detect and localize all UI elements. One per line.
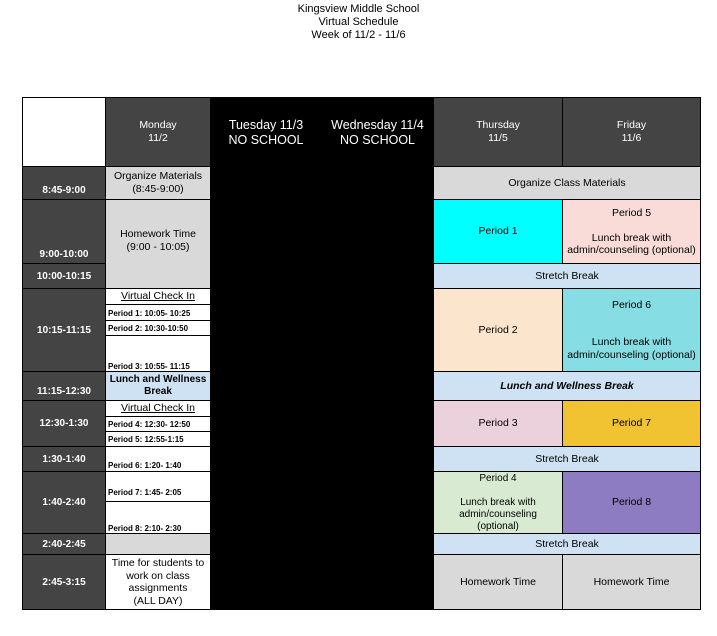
day-header-wednesday: Wednesday 11/4 NO SCHOOL	[321, 97, 434, 610]
organize-class-materials: Organize Class Materials	[433, 166, 701, 200]
friday-period-5: Period 5 Lunch break with admin/counseling (optional)	[562, 199, 701, 264]
monday-homework-time: Homework Time (9:00 - 10:05)	[105, 199, 211, 289]
day-header-tuesday: Tuesday 11/3 NO SCHOOL	[210, 97, 322, 610]
schedule-week: Week of 11/2 - 11/6	[311, 29, 406, 41]
corner-cell	[22, 97, 106, 167]
thursday-homework-time: Homework Time	[433, 554, 563, 610]
day-header-monday: Monday 11/2	[105, 97, 211, 167]
monday-period-2: Period 2: 10:30-10:50	[108, 324, 189, 333]
time-slot: 1:30-1:40	[22, 446, 106, 472]
thursday-period-3: Period 3	[433, 400, 563, 447]
monday-period-4: Period 4: 12:30- 12:50	[108, 420, 191, 429]
time-slot: 2:45-3:15	[22, 554, 106, 610]
divider	[106, 320, 210, 321]
virtual-check-in-label: Virtual Check In	[121, 402, 195, 414]
friday-period-7: Period 7	[562, 400, 701, 447]
monday-check-in-block-2	[105, 400, 211, 447]
time-slot: 10:15-11:15	[22, 288, 106, 372]
friday-period-8: Period 8	[562, 471, 701, 534]
thursday-period-4: Period 4 Lunch break with admin/counseling (optional)	[433, 471, 563, 534]
divider	[106, 304, 210, 305]
time-slot: 10:00-10:15	[22, 263, 106, 289]
monday-check-in-block-1	[105, 288, 211, 372]
monday-period-7: Period 7: 1:45- 2:05	[108, 488, 182, 497]
monday-period-1: Period 1: 10:05- 10:25	[108, 309, 191, 318]
friday-period-6: Period 6 Lunch break with admin/counseling (optional)	[562, 288, 701, 372]
monday-period-8: Period 8: 2:10- 2:30	[108, 524, 182, 533]
stretch-break: Stretch Break	[433, 533, 701, 555]
divider	[106, 501, 210, 502]
time-slot: 9:00-10:00	[22, 199, 106, 264]
stretch-break: Stretch Break	[433, 263, 701, 289]
schedule-title: Virtual Schedule	[318, 16, 399, 28]
monday-organize-materials: Organize Materials (8:45-9:00)	[105, 166, 211, 200]
monday-period-6: Period 6: 1:20- 1:40	[108, 461, 182, 470]
monday-period-3: Period 3: 10:55- 11:15	[108, 362, 190, 371]
stretch-break: Stretch Break	[433, 446, 701, 472]
day-header-friday: Friday 11/6	[562, 97, 701, 167]
divider	[106, 335, 210, 336]
monday-period-7-8-block	[105, 471, 211, 534]
school-name: Kingsview Middle School	[297, 3, 420, 15]
friday-homework-time: Homework Time	[562, 554, 701, 610]
monday-gap	[105, 533, 211, 555]
thursday-period-2: Period 2	[433, 288, 563, 372]
monday-student-work-time: Time for students to work on class assignments (ALL DAY)	[105, 554, 211, 610]
time-slot: 11:15-12:30	[22, 371, 106, 401]
day-header-thursday: Thursday 11/5	[433, 97, 563, 167]
virtual-check-in-label: Virtual Check In	[121, 290, 195, 302]
thursday-period-1: Period 1	[433, 199, 563, 264]
divider	[106, 431, 210, 432]
time-slot: 1:40-2:40	[22, 471, 106, 534]
time-slot: 2:40-2:45	[22, 533, 106, 555]
divider	[106, 416, 210, 417]
time-slot: 12:30-1:30	[22, 400, 106, 447]
monday-period-6-block	[105, 446, 211, 472]
time-slot: 8:45-9:00	[22, 166, 106, 200]
lunch-wellness-break: Lunch and Wellness Break	[433, 371, 701, 401]
monday-lunch-wellness: Lunch and Wellness Break	[105, 371, 211, 401]
monday-period-5: Period 5: 12:55-1:15	[108, 435, 184, 444]
